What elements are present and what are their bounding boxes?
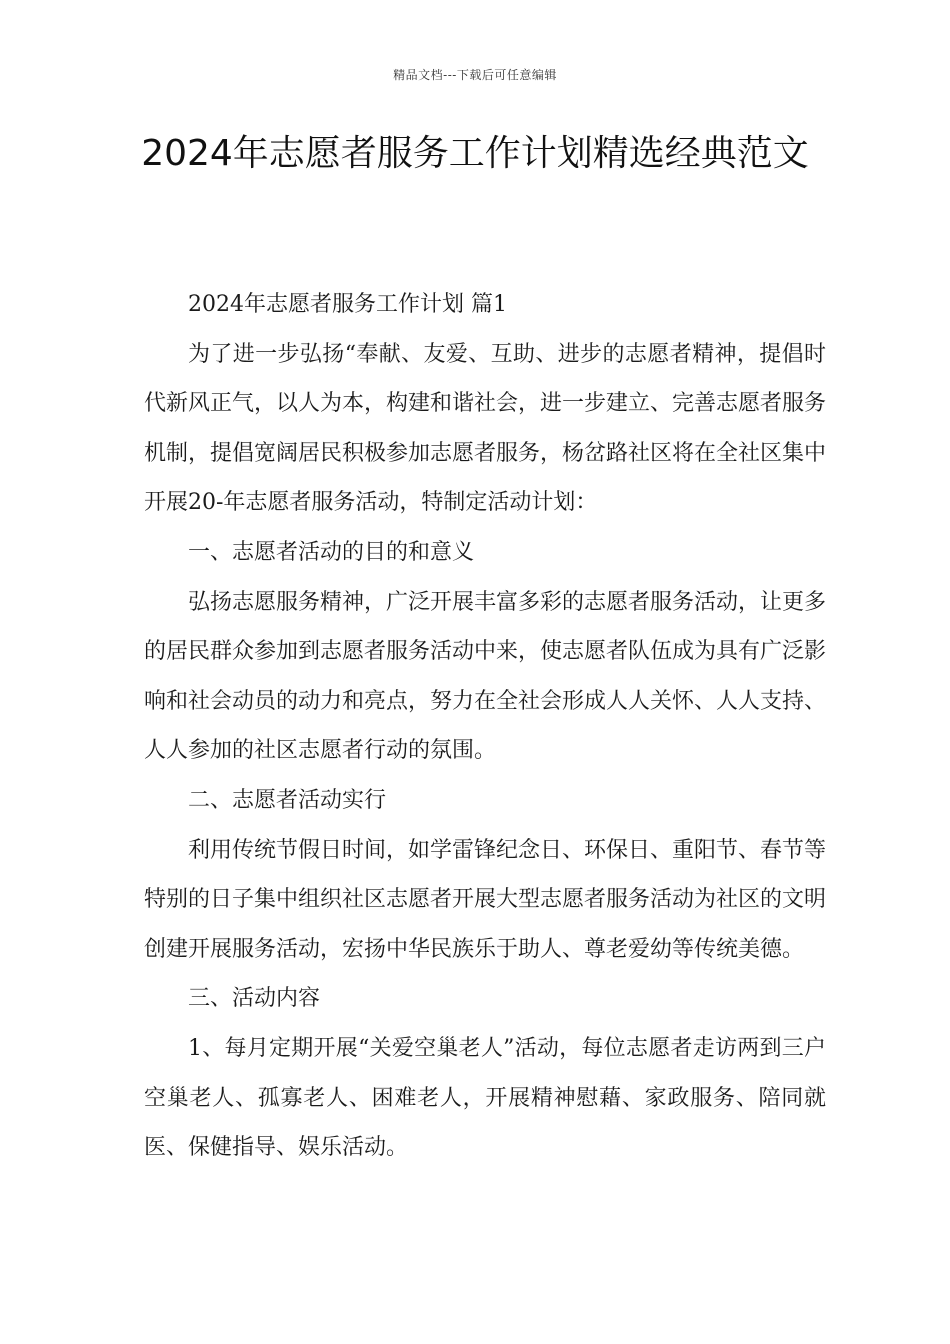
paragraph-implementation: 利用传统节假日时间，如学雷锋纪念日、环保日、重阳节、春节等特别的日子集中组织社区志愿者开展大型志愿者服务活动为社区的文明创建开展服务活动，宏扬中华民族乐于助人、尊老爱幼等传统美德。: [144, 837, 827, 962]
section-heading-plan: 2024年志愿者服务工作计划 篇1: [188, 292, 507, 317]
paragraph-intro: 为了进一步弘扬“奉献、友爱、互助、进步的志愿者精神，提倡时代新风正气，以人为本，构建和谐社会，进一步建立、完善志愿者服务机制，提倡宽阔居民积极参加志愿者服务，杨岔路社区将在全社区集中开展20-年志愿者服务活动，特制定活动计划：: [144, 341, 827, 516]
paragraph-content-item-1: 1、每月定期开展“关爱空巢老人”活动，每位志愿者走访两到三户空巢老人、孤寡老人、困难老人，开展精神慰藉、家政服务、陪同就医、保健指导、娱乐活动。: [144, 1035, 826, 1161]
document-body: [144, 280, 826, 1173]
section-heading-implementation: 二、志愿者活动实行: [188, 787, 387, 813]
paragraph-purpose: 弘扬志愿服务精神，广泛开展丰富多彩的志愿者服务活动，让更多的居民群众参加到志愿者服务活动中来，使志愿者队伍成为具有广泛影响和社会动员的动力和亮点，努力在全社会形成人人关怀、人人支持、人人参加的社区志愿者行动的氛围。: [144, 589, 827, 764]
section-heading-purpose: 一、志愿者活动的目的和意义: [188, 539, 475, 565]
section-heading-content: 三、活动内容: [188, 986, 321, 1012]
header-note: 精品文档---下载后可任意编辑: [393, 68, 557, 82]
document-title: 2024年志愿者服务工作计划精选经典范文: [141, 133, 809, 174]
